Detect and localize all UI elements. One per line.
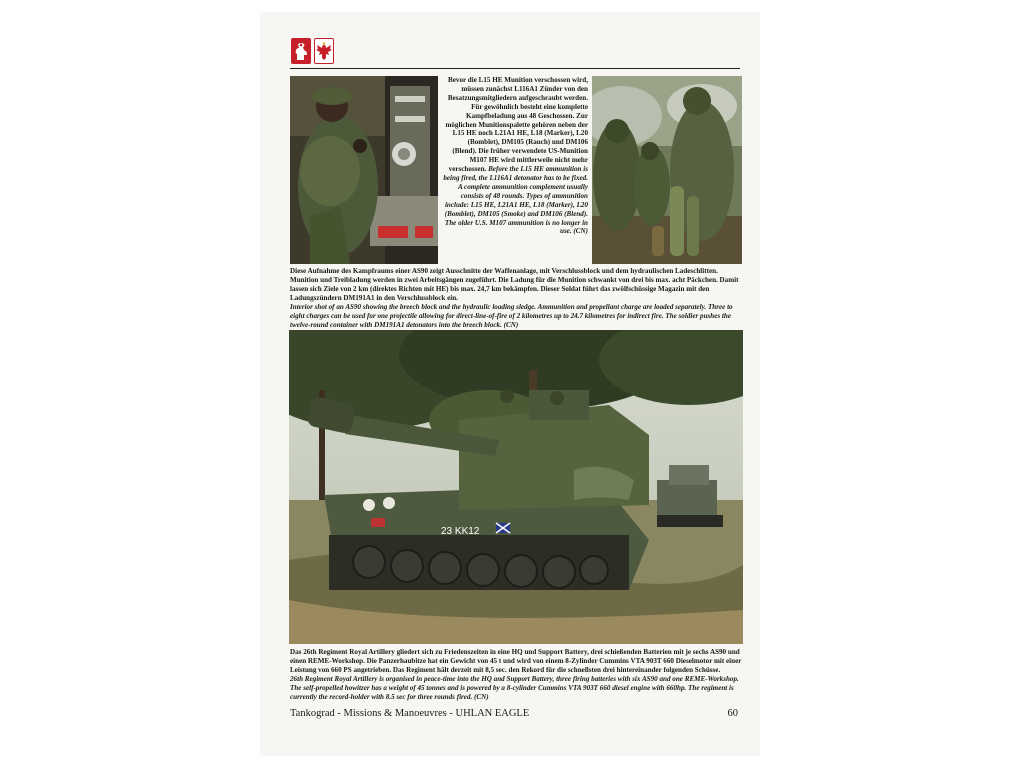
header-logos: [291, 38, 334, 64]
header-rule: [290, 68, 740, 69]
bottom-caption-de: Das 26th Regiment Royal Artillery gliedert sich zu Friedenszeiten in eine HQ und Support Battery, drei schießenden Batterien mit je sechs AS90 und einen REME-Workshop. Die Panzerhaubitze hat ein Gewicht von 45 t und wird von einem 8-Zylinder Cummins VTA 903T 660 Dieselmotor mit einer Leistung von 660 PS angetrieben. Das Regiment hält derzeit mit 8,5 sec. den Rekord für die schnellsten drei hintereinander folgenden Schüsse.: [290, 648, 742, 674]
top-caption-de: Diese Aufnahme des Kampfraums einer AS90 zeigt Ausschnitte der Waffenanlage, mit Verschlussblock und dem hydraulischen Ladeschlitten. Munition und Treibladung werden in zwei Arbeitsgängen zugeführt. Die Ladung für die Munition schwankt von drei bis max. acht Päckchen. Damit lassen sich Ziele von 2 km (direktes Richten mit HE) bis max. 24,7 km bekämpfen. Dieser Soldat führt das zwölfschüssige Magazin mit den Ladungszündern DM191A1 in den Verschlussblock ein.: [290, 267, 739, 302]
sidebar-text-en: Before the L15 HE ammunition is being fired, the L116A1 detonator has to be fixed. A complete ammunition complement usually consists of 48 rounds. Types of ammunition include: L15 HE, L21A1 HE, L18 (Marker), L20 (Bomblet), DM105 (Smoke) and DM106 (Blend). The older U.S. M107 ammunition is no longer in use. (CN): [443, 165, 588, 236]
stylized-soldier-icon: [291, 38, 311, 64]
page-footer: [290, 708, 738, 719]
bottom-caption-en: 26th Regiment Royal Artillery is organised in peace-time into the HQ and Support Battery, three firing batteries with six AS90 and one REME-Workshop. The self-propelled howitzer has a weight of 45 tonnes and is powered by a 8-cylinder Cummins VTA 903T 660 diesel engine with 660hp. The regiment is currently the record-holder with 8.5 sec for three rounds fired. (CN): [290, 675, 739, 701]
interior-photo: [290, 76, 438, 264]
polish-eagle-icon: [314, 38, 334, 64]
top-photo-caption: [290, 267, 742, 330]
page-number: 60: [727, 708, 738, 719]
magazine-page: [260, 12, 760, 756]
ammunition-photo: [592, 76, 742, 264]
footer-title: Tankograd - Missions & Manoeuvres - UHLAN EAGLE: [290, 708, 530, 719]
vehicle-marking: 23 KK12: [441, 526, 480, 537]
sidebar-text: [442, 76, 588, 236]
top-caption-en: Interior shot of an AS90 showing the breech block and the hydraulic loading sledge. Ammunition and propellant charge are loaded separately. Three to eight charges can be used for one projectile allowing for direct-line-of-fire of 2 kilometres up to 24.7 kilometres for indirect fire. The soldier pushes the twelve-round container with DM191A1 detonators into the breech block. (CN): [290, 303, 733, 329]
sidebar-text-de: Bevor die L15 HE Munition verschossen wird, müssen zunächst L116A1 Zünder von den Besatzungsmitgliedern aufgeschraubt werden. Für gewöhnlich besteht eine komplette Kampfbeladung aus 48 Geschossen. Zur möglichen Munitionspalette gehören neben der L15 HE noch L21A1 HE, L18 (Marker), L20 (Bomblet), DM105 (Rauch) und DM106 (Blend). Die früher verwendete US-Munition M107 HE wird mittlerweile nicht mehr verschossen.: [445, 76, 588, 174]
bottom-photo-caption: [290, 648, 742, 702]
howitzer-photo: [289, 330, 743, 644]
